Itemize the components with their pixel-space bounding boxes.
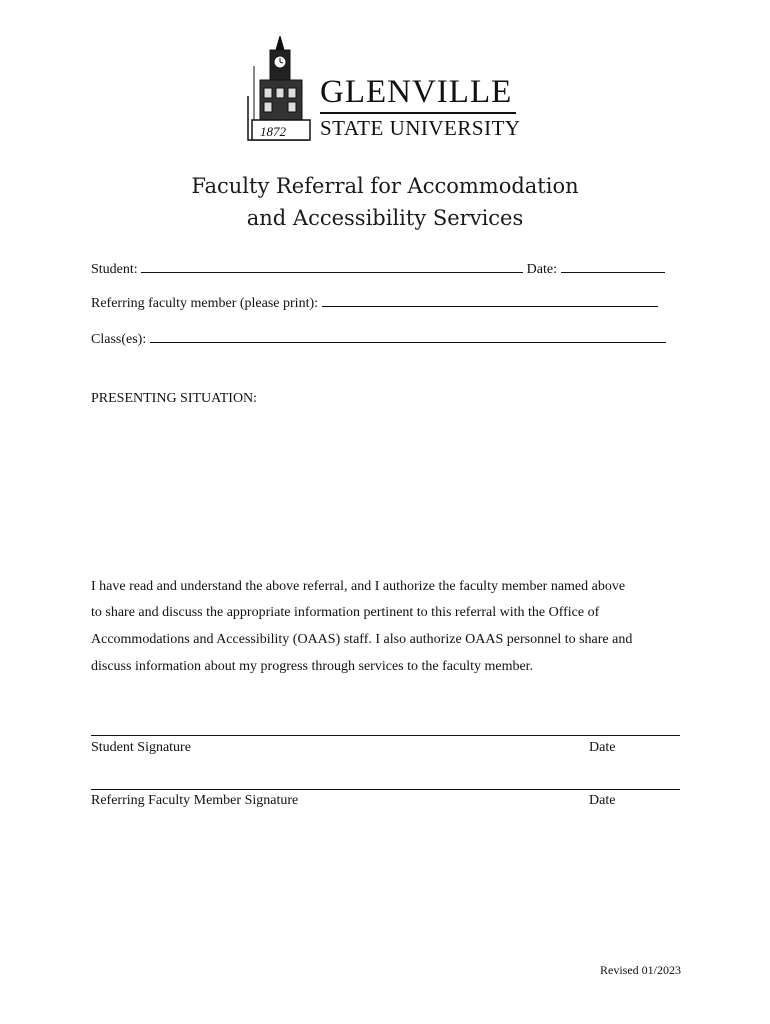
presenting-situation-label: PRESENTING SITUATION: — [91, 391, 258, 406]
date-field[interactable] — [561, 261, 665, 273]
logo-name-line1: GLENVILLE — [320, 74, 513, 110]
student-date-label: Date — [589, 740, 616, 755]
classes-label: Class(es): — [91, 332, 147, 347]
student-signature-line[interactable] — [91, 735, 680, 736]
logo-divider — [320, 112, 516, 114]
logo-name-line2: STATE UNIVERSITY — [320, 116, 521, 140]
student-label: Student: — [91, 262, 138, 277]
faculty-row — [91, 295, 658, 312]
form-title-line2: and Accessibility Services — [246, 206, 524, 230]
classes-row — [91, 331, 666, 348]
revision-date: Revised 01/2023 — [600, 963, 681, 977]
faculty-signature-line[interactable] — [91, 789, 680, 790]
date-label: Date: — [526, 262, 557, 277]
presenting-situation-area[interactable] — [91, 415, 680, 565]
faculty-field[interactable] — [322, 295, 658, 307]
student-field[interactable] — [141, 261, 523, 273]
faculty-signature-label: Referring Faculty Member Signature — [91, 793, 299, 808]
student-row — [91, 261, 665, 278]
classes-field[interactable] — [150, 331, 666, 343]
authorization-line1: I have read and understand the above referral, and I authorize the faculty member named above — [91, 579, 626, 594]
faculty-label: Referring faculty member (please print): — [91, 296, 319, 311]
authorization-line4: discuss information about my progress through services to the faculty member. — [91, 659, 534, 674]
logo-year: 1872 — [260, 124, 286, 139]
authorization-line2: to share and discuss the appropriate information pertinent to this referral with the Office of — [91, 605, 600, 620]
form-title-line1: Faculty Referral for Accommodation — [191, 174, 579, 198]
faculty-date-label: Date — [589, 793, 616, 808]
authorization-line3: Accommodations and Accessibility (OAAS) staff. I also authorize OAAS personnel to share and — [91, 632, 633, 647]
student-signature-label: Student Signature — [91, 740, 191, 755]
